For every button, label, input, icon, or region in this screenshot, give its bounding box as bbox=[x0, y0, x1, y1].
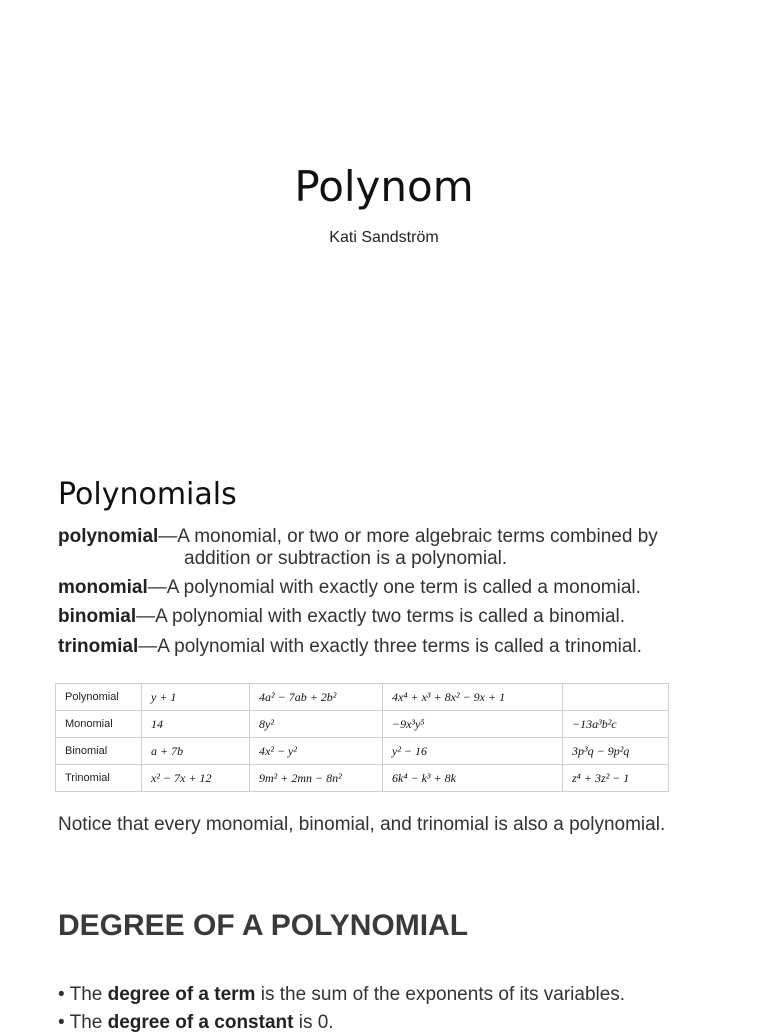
table-cell: a + 7b bbox=[142, 738, 250, 765]
notice-text: Notice that every monomial, binomial, and trinomial is also a polynomial. bbox=[58, 814, 666, 835]
bullet-text-post: is 0. bbox=[293, 1012, 334, 1033]
table-cell: y + 1 bbox=[142, 684, 250, 711]
table-row bbox=[56, 684, 669, 711]
bullet-text-post: is the sum of the exponents of its variables. bbox=[255, 984, 626, 1005]
table-cell: x² − 7x + 12 bbox=[142, 765, 250, 792]
table-cell: z⁴ + 3z² − 1 bbox=[563, 765, 669, 792]
table-cell: 9m² + 2mn − 8n² bbox=[250, 765, 383, 792]
table-cell: y² − 16 bbox=[383, 738, 563, 765]
definition-text: —A monomial, or two or more algebraic terms combined by bbox=[158, 526, 658, 547]
definition-text-continued: addition or subtraction is a polynomial. bbox=[184, 548, 508, 569]
author-name: Kati Sandström bbox=[329, 229, 439, 246]
bullet-text-pre: The bbox=[69, 1012, 108, 1033]
table-cell: 6k⁴ − k³ + 8k bbox=[383, 765, 563, 792]
table-row bbox=[56, 711, 669, 738]
definition-term: polynomial bbox=[58, 526, 159, 547]
definition-term: trinomial bbox=[58, 636, 139, 657]
row-label: Binomial bbox=[56, 738, 142, 765]
definition-text: —A polynomial with exactly two terms is called a binomial. bbox=[136, 606, 626, 627]
definition-text: —A polynomial with exactly three terms is called a trinomial. bbox=[138, 636, 642, 657]
definition-term: binomial bbox=[58, 606, 137, 627]
definition-term: monomial bbox=[58, 577, 148, 598]
table-row bbox=[56, 738, 669, 765]
definition-monomial bbox=[58, 577, 641, 599]
bullet-marker: • bbox=[58, 984, 65, 1005]
row-label: Polynomial bbox=[56, 684, 142, 711]
bullet-marker: • bbox=[58, 1012, 65, 1033]
bullet-text-bold: degree of a term bbox=[107, 984, 256, 1005]
bullet-text-bold: degree of a constant bbox=[107, 1012, 294, 1033]
bullet-text-pre: The bbox=[69, 984, 108, 1005]
polynomial-examples-table bbox=[55, 683, 669, 792]
document-title: Polynom bbox=[294, 162, 474, 211]
bullet-item bbox=[58, 1012, 334, 1034]
table-cell: −9x³y⁵ bbox=[383, 711, 563, 738]
table-cell: 8y² bbox=[250, 711, 383, 738]
table-row bbox=[56, 765, 669, 792]
table-cell: 4x⁴ + x³ + 8x² − 9x + 1 bbox=[383, 684, 563, 711]
table-cell: 4x² − y² bbox=[250, 738, 383, 765]
table-cell bbox=[563, 684, 669, 711]
section-heading-degree: DEGREE OF A POLYNOMIAL bbox=[58, 909, 469, 942]
bullet-item bbox=[58, 984, 625, 1006]
table-cell: −13a³b²c bbox=[563, 711, 669, 738]
table-cell: 4a² − 7ab + 2b² bbox=[250, 684, 383, 711]
definition-binomial bbox=[58, 606, 625, 628]
definition-text: —A polynomial with exactly one term is called a monomial. bbox=[147, 577, 641, 598]
row-label: Trinomial bbox=[56, 765, 142, 792]
definition-trinomial bbox=[58, 636, 642, 658]
table-cell: 14 bbox=[142, 711, 250, 738]
section-heading-polynomials: Polynomials bbox=[58, 477, 237, 512]
table-cell: 3p³q − 9p²q bbox=[563, 738, 669, 765]
definition-polynomial bbox=[58, 526, 658, 570]
row-label: Monomial bbox=[56, 711, 142, 738]
